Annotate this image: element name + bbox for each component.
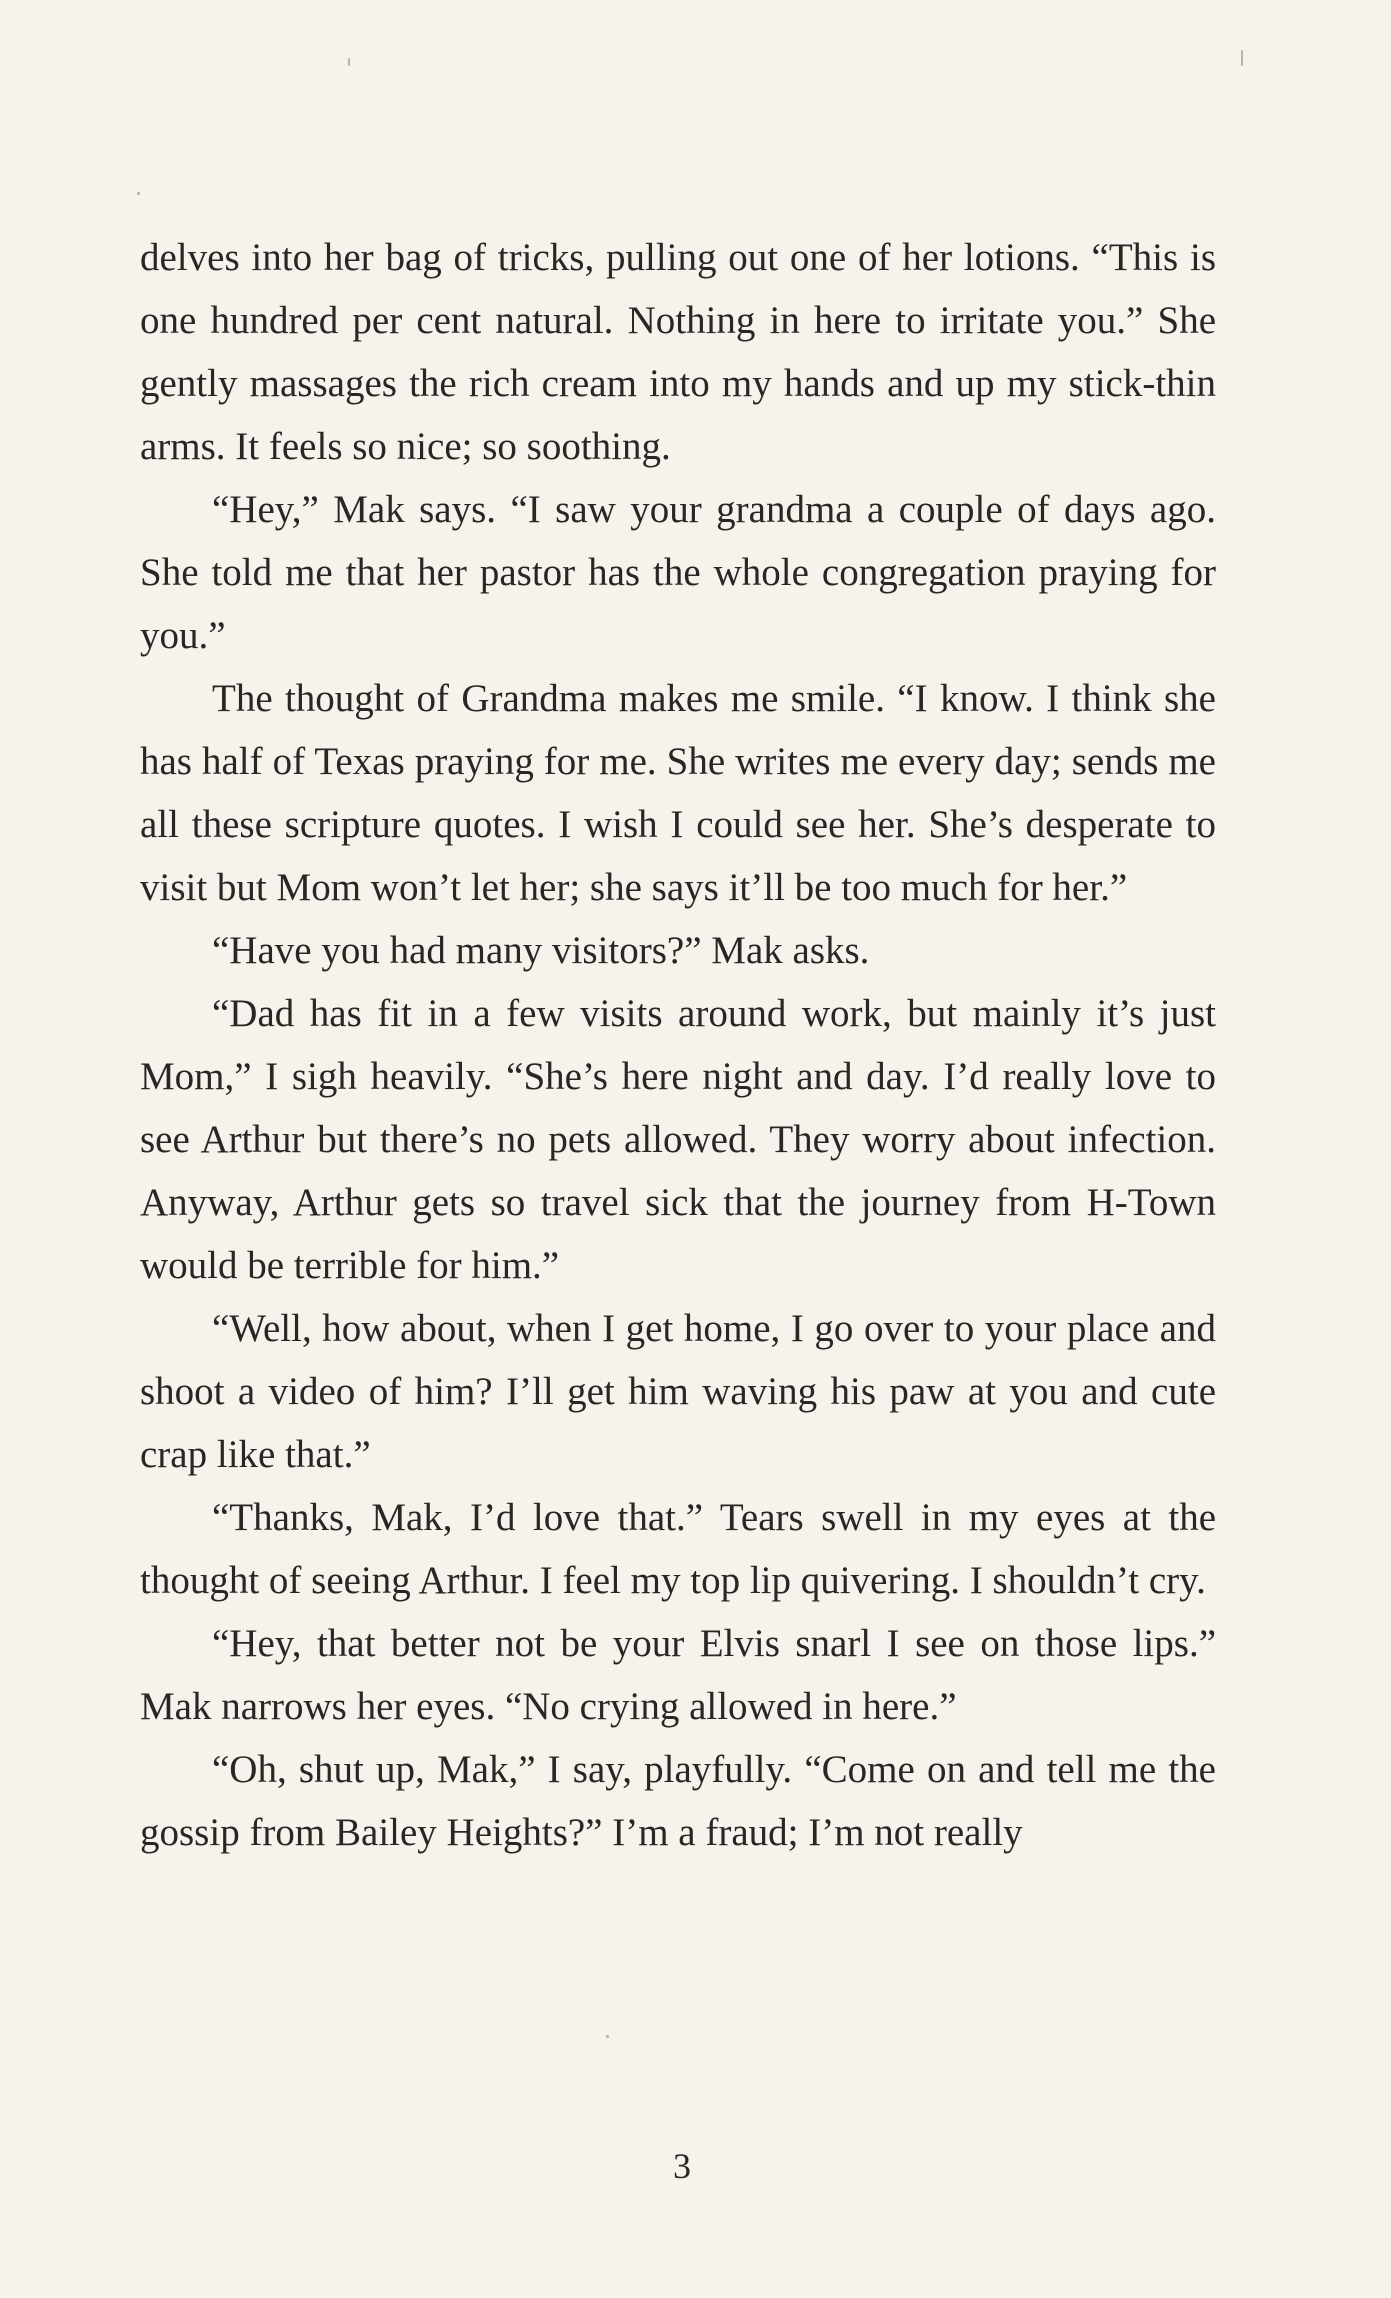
paragraph: The thought of Grandma makes me smile. “I know. I think she has half of Texas praying for me. She writes me every day; sends me all these scripture quotes. I wish I could see her. She’s desperate to visit but Mom won’t let her; she says it’ll be too much for her.” bbox=[140, 677, 1216, 909]
paper-speck bbox=[137, 192, 140, 195]
page-number: 3 bbox=[673, 2146, 691, 2186]
paragraph: “Have you had many visitors?” Mak asks. bbox=[212, 929, 870, 972]
paragraph: “Dad has fit in a few visits around work, but mainly it’s just Mom,” I sigh heavily. “She’s here night and day. I’d really love to see Arthur but there’s no pets allowed. They worry about infection. Anyway, Arthur gets so travel sick that the journey from H-Town would be terrible for him.” bbox=[140, 992, 1216, 1287]
paper-speck bbox=[606, 2035, 609, 2038]
paragraph: “Hey, that better not be your Elvis snarl I see on those lips.” Mak narrows her eyes. “No crying allowed in here.” bbox=[140, 1622, 1216, 1728]
paragraph: delves into her bag of tricks, pulling out one of her lotions. “This is one hundred per cent natural. Nothing in here to irritate you.” She gently massages the rich cream into my hands and up my stick-thin arms. It feels so nice; so soothing. bbox=[140, 236, 1216, 468]
paragraph: “Thanks, Mak, I’d love that.” Tears swell in my eyes at the thought of seeing Arthur. I feel my top lip quivering. I shouldn’t cry. bbox=[140, 1496, 1216, 1602]
paragraph: “Oh, shut up, Mak,” I say, playfully. “Come on and tell me the gossip from Bailey Heights?” I’m a fraud; I’m not really bbox=[140, 1748, 1216, 1854]
paper-speck bbox=[348, 58, 350, 66]
body-text bbox=[140, 226, 1216, 1864]
paper-speck bbox=[1241, 50, 1243, 66]
paragraph: “Well, how about, when I get home, I go over to your place and shoot a video of him? I’ll get him waving his paw at you and cute crap like that.” bbox=[140, 1307, 1216, 1476]
paragraph: “Hey,” Mak says. “I saw your grandma a couple of days ago. She told me that her pastor has the whole congregation praying for you.” bbox=[140, 488, 1216, 657]
